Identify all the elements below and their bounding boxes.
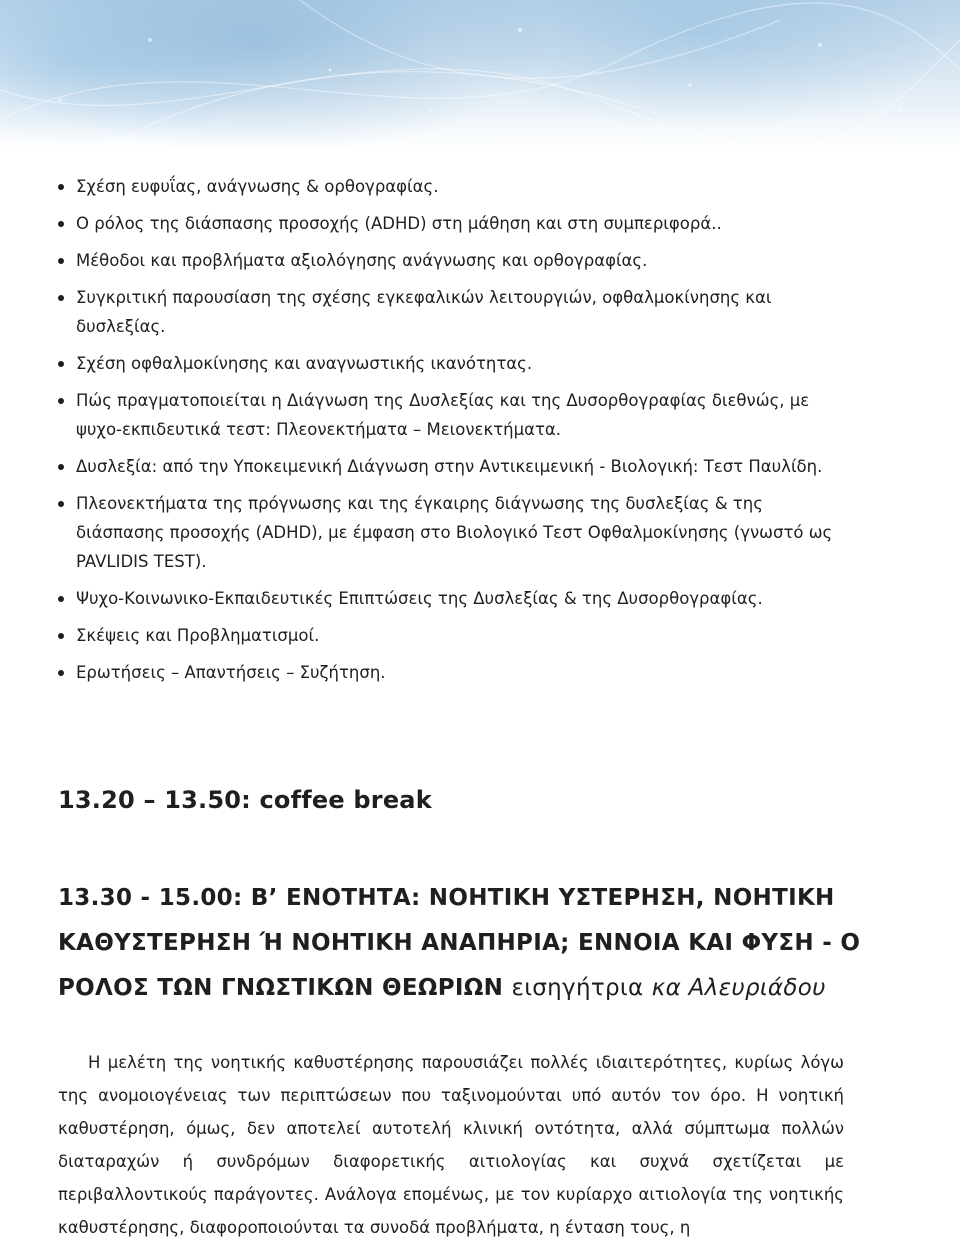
list-item-text: Μέθοδοι και προβλήματα αξιολόγησης ανάγνωσης και ορθογραφίας. [76, 251, 648, 270]
header-banner [0, 0, 960, 150]
list-item-text: Ψυχο-Κοινωνικο-Εκπαιδευτικές Επιπτώσεις της Δυσλεξίας & της Δυσορθογραφίας. [76, 589, 763, 608]
body-paragraph: Η μελέτη της νοητικής καθυστέρησης παρουσιάζει πολλές ιδιαιτερότητες, κυρίως λόγω της ανομοιογένειας των περιπτώσεων που ταξινομούνται υπό αυτόν τον όρο. Η νοητική καθυστέρηση, όμως, δεν αποτελεί αυτοτελή κλινική οντότητα, αλλά σύμπτωμα πολλών διαταραχών ή συνδρόμων διαφορετικής αιτιολογίας και συχνά σχετίζεται με περιβαλλοντικούς παράγοντες. Ανάλογα επομένως, με τον κυρίαρχο αιτιολογία της νοητικής καθυστέρησης, διαφοροποιούνται τα συνοδά προβλήματα, η ένταση τους, η [58, 1053, 844, 1237]
bullet-icon [58, 633, 64, 639]
list-item [58, 172, 848, 201]
bullet-icon [58, 670, 64, 676]
bullet-icon [58, 258, 64, 264]
topic-list [58, 172, 848, 695]
list-item [58, 584, 848, 613]
list-item-text: Ερωτήσεις – Απαντήσεις – Συζήτηση. [76, 663, 386, 682]
bullet-icon [58, 295, 64, 301]
list-item [58, 658, 848, 687]
list-item [58, 349, 848, 378]
banner-decoration [0, 0, 960, 150]
section-title: 13.30 - 15.00: Β’ ΕΝΟΤΗΤΑ: ΝΟΗΤΙΚΗ ΥΣΤΕΡΗΣΗ, ΝΟΗΤΙΚΗ ΚΑΘΥΣΤΕΡΗΣΗ Ή ΝΟΗΤΙΚΗ ΑΝΑΠΗΡΙΑ; ΕΝΝΟΙΑ ΚΑΙ ΦΥΣΗ - Ο ΡΟΛΟΣ ΤΩΝ ΓΝΩΣΤΙΚΩΝ ΘΕΩΡΙΩΝ [58, 885, 861, 1001]
list-item [58, 209, 848, 238]
bullet-icon [58, 361, 64, 367]
bullet-icon [58, 464, 64, 470]
lecturer-prefix: εισηγήτρια [511, 975, 644, 1001]
list-item-text: Δυσλεξία: από την Υποκειμενική Διάγνωση στην Αντικειμενική - Βιολογική: Τεστ Παυλίδη. [76, 457, 823, 476]
list-item-text: Σχέση οφθαλμοκίνησης και αναγνωστικής ικανότητας. [76, 354, 533, 373]
list-item-text: Πλεονεκτήματα της πρόγνωσης και της έγκαιρης διάγνωσης της δυσλεξίας & της διάσπασης προσοχής (ADHD), με έμφαση στο Βιολογικό Τεστ Οφθαλμοκίνησης (γνωστό ως PAVLIDIS TEST). [76, 494, 833, 571]
list-item [58, 386, 848, 444]
list-item-text: Συγκριτική παρουσίαση της σχέσης εγκεφαλικών λειτουργιών, οφθαλμοκίνησης και δυσλεξίας. [76, 288, 772, 336]
bullet-icon [58, 184, 64, 190]
list-item-text: Σχέση ευφυΐας, ανάγνωσης & ορθογραφίας. [76, 177, 439, 196]
list-item-text: Πώς πραγματοποιείται η Διάγνωση της Δυσλεξίας και της Δυσορθογραφίας διεθνώς, με ψυχο-εκπιδευτικά τεστ: Πλεονεκτήματα – Μειονεκτήματα. [76, 391, 810, 439]
bullet-icon [58, 501, 64, 507]
list-item [58, 246, 848, 275]
list-item [58, 489, 848, 576]
list-item [58, 283, 848, 341]
list-item [58, 452, 848, 481]
bullet-icon [58, 221, 64, 227]
list-item-text: Ο ρόλος της διάσπασης προσοχής (ADHD) στη μάθηση και στη συμπεριφορά.. [76, 214, 722, 233]
list-item-text: Σκέψεις και Προβληματισμοί. [76, 626, 320, 645]
section-heading [58, 876, 918, 1011]
bullet-icon [58, 398, 64, 404]
list-item [58, 621, 848, 650]
bullet-icon [58, 596, 64, 602]
coffee-break-line: 13.20 – 13.50: coffee break [58, 786, 432, 814]
lecturer-name: κα Αλευριάδου [651, 975, 826, 1001]
